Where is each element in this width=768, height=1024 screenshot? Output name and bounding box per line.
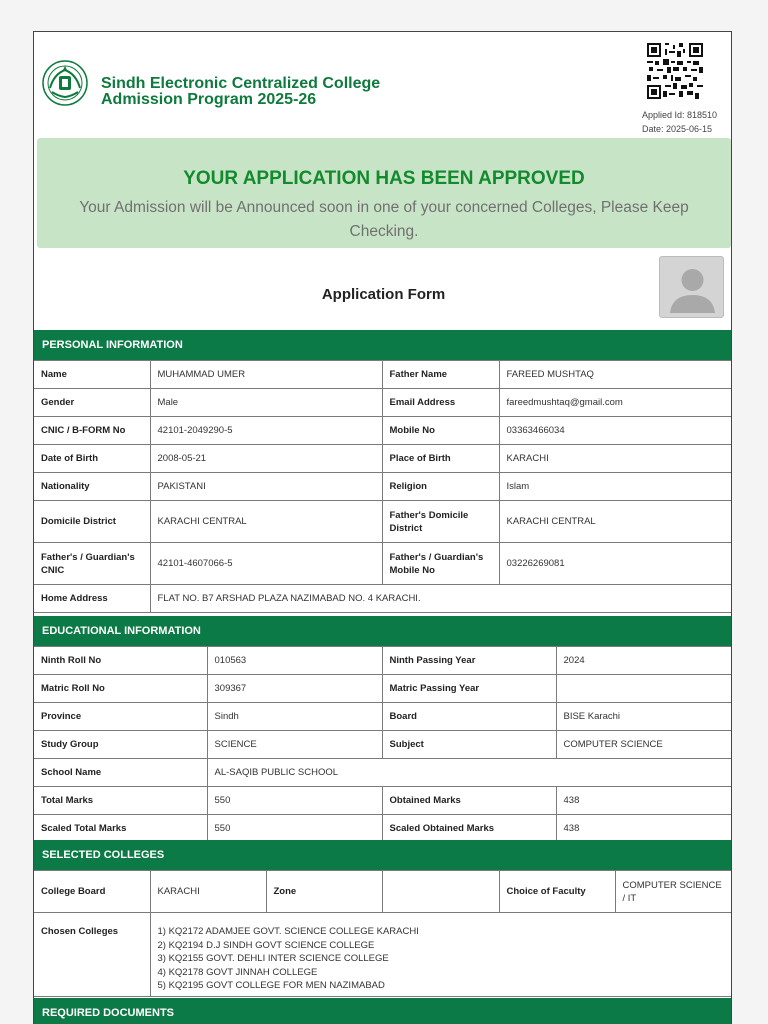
field-label: Subject: [382, 731, 556, 759]
approval-title: YOUR APPLICATION HAS BEEN APPROVED: [183, 168, 585, 189]
required-documents-section: [34, 998, 731, 1024]
field-value: Islam: [499, 473, 731, 501]
selected-colleges-heading: SELECTED COLLEGES: [34, 840, 731, 870]
table-row: [34, 731, 731, 759]
educational-information-table: [34, 646, 731, 843]
field-label: Ninth Roll No: [34, 647, 207, 675]
field-value: 550: [207, 787, 382, 815]
field-value: 2008-05-21: [150, 445, 382, 473]
chosen-colleges-label: Chosen Colleges: [34, 913, 150, 997]
zone-label: Zone: [266, 871, 382, 913]
field-label: CNIC / B-FORM No: [34, 417, 150, 445]
home-address-value: FLAT NO. B7 ARSHAD PLAZA NAZIMABAD NO. 4 KARACHI.: [150, 585, 731, 613]
field-value: 438: [556, 815, 731, 843]
table-row: [34, 501, 731, 543]
field-label: Nationality: [34, 473, 150, 501]
field-value: KARACHI CENTRAL: [499, 501, 731, 543]
field-value: 03226269081: [499, 543, 731, 585]
field-value: 2024: [556, 647, 731, 675]
field-value: 438: [556, 787, 731, 815]
field-value: [556, 675, 731, 703]
field-label: Study Group: [34, 731, 207, 759]
field-value: 550: [207, 815, 382, 843]
table-row: [34, 361, 731, 389]
table-row: [34, 585, 731, 613]
school-name-value: AL-SAQIB PUBLIC SCHOOL: [207, 759, 731, 787]
field-value: 42101-2049290-5: [150, 417, 382, 445]
zone-value: [382, 871, 499, 913]
field-label: Email Address: [382, 389, 499, 417]
field-value: COMPUTER SCIENCE: [556, 731, 731, 759]
field-label: Father's / Guardian's Mobile No: [382, 543, 499, 585]
list-item: 3) KQ2155 GOVT. DEHLI INTER SCIENCE COLLEGE: [157, 953, 389, 964]
table-row: [34, 543, 731, 585]
program-title-line2: Admission Program 2025-26: [101, 91, 317, 108]
table-row: [34, 703, 731, 731]
table-row: [34, 389, 731, 417]
table-row: [34, 815, 731, 843]
approval-message: Your Admission will be Announced soon in one of your concerned Colleges, Please Keep Checking.: [79, 199, 689, 240]
page-header: [34, 32, 731, 136]
program-title: [101, 76, 380, 108]
table-row: [34, 417, 731, 445]
faculty-value: COMPUTER SCIENCE / IT: [615, 871, 731, 913]
table-row: [34, 871, 731, 913]
field-value: PAKISTANI: [150, 473, 382, 501]
list-item: 4) KQ2178 GOVT JINNAH COLLEGE: [157, 966, 318, 978]
sindh-government-seal-logo: [42, 60, 88, 106]
table-row: [34, 675, 731, 703]
field-label: Matric Passing Year: [382, 675, 556, 703]
field-label: Father's Domicile District: [382, 501, 499, 543]
application-meta: [642, 108, 717, 136]
field-label: Place of Birth: [382, 445, 499, 473]
qr-code-icon: [647, 43, 703, 99]
table-row: [34, 759, 731, 787]
field-label: Father's / Guardian's CNIC: [34, 543, 150, 585]
faculty-label: Choice of Faculty: [499, 871, 615, 913]
list-item: 1) KQ2172 ADAMJEE GOVT. SCIENCE COLLEGE KARACHI: [157, 926, 419, 937]
field-value: fareedmushtaq@gmail.com: [499, 389, 731, 417]
applied-id: Applied Id: 818510: [642, 110, 718, 120]
field-label: Scaled Total Marks: [34, 815, 207, 843]
selected-colleges-table: [34, 870, 731, 997]
field-label: Gender: [34, 389, 150, 417]
field-value: BISE Karachi: [556, 703, 731, 731]
home-address-label: Home Address: [34, 585, 150, 613]
educational-information-section: [34, 616, 731, 843]
field-label: Scaled Obtained Marks: [382, 815, 556, 843]
field-value: MUHAMMAD UMER: [150, 361, 382, 389]
field-value: Sindh: [207, 703, 382, 731]
field-label: Province: [34, 703, 207, 731]
personal-information-heading: PERSONAL INFORMATION: [34, 330, 731, 360]
field-value: KARACHI: [499, 445, 731, 473]
table-row: [34, 473, 731, 501]
table-row: [34, 913, 731, 997]
field-value: 42101-4607066-5: [150, 543, 382, 585]
field-value: 309367: [207, 675, 382, 703]
field-value: SCIENCE: [207, 731, 382, 759]
list-item: 5) KQ2195 GOVT COLLEGE FOR MEN NAZIMABAD: [157, 980, 385, 991]
field-label: Total Marks: [34, 787, 207, 815]
school-name-label: School Name: [34, 759, 207, 787]
college-board-value: KARACHI: [150, 871, 266, 913]
applicant-photo: [659, 256, 724, 318]
field-label: Board: [382, 703, 556, 731]
program-title-line1: Sindh Electronic Centralized College: [101, 75, 381, 92]
educational-information-heading: EDUCATIONAL INFORMATION: [34, 616, 731, 646]
field-label: Domicile District: [34, 501, 150, 543]
approval-banner: [37, 138, 731, 248]
table-row: [34, 647, 731, 675]
personal-information-section: [34, 330, 731, 613]
required-documents-heading: REQUIRED DOCUMENTS: [34, 998, 731, 1024]
field-value: 03363466034: [499, 417, 731, 445]
application-date: Date: 2025-06-15: [642, 124, 713, 134]
chosen-colleges-list: [150, 913, 731, 997]
field-value: FAREED MUSHTAQ: [499, 361, 731, 389]
selected-colleges-section: [34, 840, 731, 997]
field-label: Religion: [382, 473, 499, 501]
table-row: [34, 445, 731, 473]
field-label: Obtained Marks: [382, 787, 556, 815]
field-value: Male: [150, 389, 382, 417]
field-label: Father Name: [382, 361, 499, 389]
personal-information-table: [34, 360, 731, 613]
field-label: Name: [34, 361, 150, 389]
field-value: KARACHI CENTRAL: [150, 501, 382, 543]
field-label: Ninth Passing Year: [382, 647, 556, 675]
field-label: Matric Roll No: [34, 675, 207, 703]
field-label: Mobile No: [382, 417, 499, 445]
table-row: [34, 787, 731, 815]
college-board-label: College Board: [34, 871, 150, 913]
field-label: Date of Birth: [34, 445, 150, 473]
field-value: 010563: [207, 647, 382, 675]
list-item: 2) KQ2194 D.J SINDH GOVT SCIENCE COLLEGE: [157, 939, 375, 951]
user-avatar-icon: [660, 257, 724, 318]
application-page: [33, 31, 732, 1024]
form-title: Application Form: [321, 286, 446, 303]
